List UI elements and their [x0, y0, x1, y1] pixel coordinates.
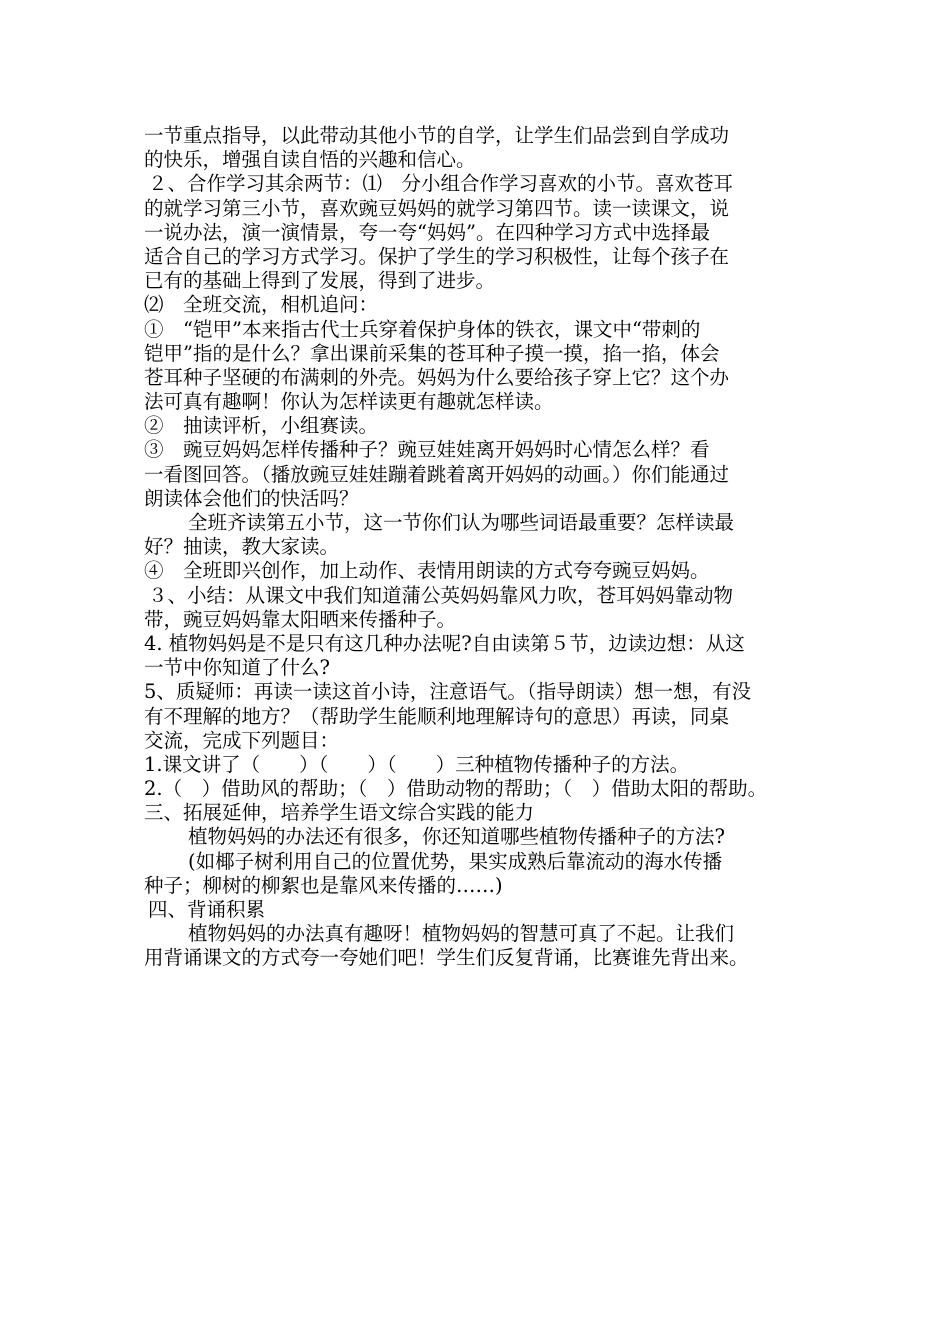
text-line: ３、小结：从课文中我们知道蒲公英妈妈靠风力吹，苍耳妈妈靠动物: [148, 583, 734, 607]
text-line: 朗读体会他们的快活吗？: [144, 486, 359, 510]
text-line: 的快乐，增强自读自悟的兴趣和信心。: [144, 148, 476, 172]
text-line: ② 抽读评析，小组赛读。: [144, 414, 379, 438]
text-line: ③ 豌豆妈妈怎样传播种子？豌豆娃娃离开妈妈时心情怎么样？看: [144, 438, 710, 462]
text-line: 交流，完成下列题目：: [144, 728, 340, 752]
text-line: 4. 植物妈妈是不是只有这几种办法呢?自由读第５节，边读边想：从这: [144, 631, 745, 655]
text-line: 种子；柳树的柳絮也是靠风来传播的……): [144, 873, 503, 897]
text-line: ① “铠甲”本来指古代士兵穿着保护身体的铁衣，课文中“带刺的: [144, 317, 701, 341]
text-line: 带，豌豆妈妈靠太阳晒来传播种子。: [144, 607, 457, 631]
text-line: 1.课文讲了（ ）（ ）（ ）三种植物传播种子的方法。: [144, 752, 690, 776]
text-line: ２、合作学习其余两节：⑴ 分小组合作学习喜欢的小节。喜欢苍耳: [148, 172, 734, 196]
document-page: [144, 124, 824, 971]
text-line: 适合自己的学习方式学习。保护了学生的学习积极性，让每个孩子在: [144, 244, 730, 268]
text-line: 一节中你知道了什么?: [144, 656, 330, 680]
text-line: ④ 全班即兴创作，加上动作、表情用朗读的方式夸夸豌豆妈妈。: [144, 559, 710, 583]
text-line: 一看图回答。（播放豌豆娃娃蹦着跳着离开妈妈的动画。）你们能通过: [144, 462, 730, 486]
text-line: 植物妈妈的办法还有很多，你还知道哪些植物传播种子的方法?: [188, 825, 725, 849]
text-line: ⑵ 全班交流，相机追问：: [144, 293, 379, 317]
text-line: 一节重点指导，以此带动其他小节的自学，让学生们品尝到自学成功: [144, 124, 730, 147]
section-heading: 四、背诵积累: [148, 898, 266, 921]
text-line: 一说办法，演一演情景，夸一夸“妈妈”。在四种学习方式中选择最: [144, 220, 710, 244]
text-line: 的就学习第三小节，喜欢豌豆妈妈的就学习第四节。读一读课文，说: [144, 196, 730, 220]
text-line: 2.（ ）借助风的帮助；（ ）借助动物的帮助；（ ）借助太阳的帮助。: [144, 777, 768, 801]
text-line: 5、质疑师：再读一读这首小诗，注意语气。（指导朗读）想一想，有没: [144, 680, 752, 704]
text-line: 好？抽读，教大家读。: [144, 535, 340, 559]
text-line: 用背诵课文的方式夸一夸她们吧！学生们反复背诵，比赛谁先背出来。: [144, 946, 749, 970]
text-line: (如椰子树利用自己的位置优势，果实成熟后靠流动的海水传播: [188, 849, 723, 873]
text-line: 已有的基础上得到了发展，得到了进步。: [144, 269, 496, 293]
text-line: 铠甲”指的是什么？拿出课前采集的苍耳种子摸一摸，掐一掐，体会: [144, 341, 720, 365]
text-line: 法可真有趣啊！你认为怎样读更有趣就怎样读。: [144, 390, 554, 414]
text-line: 有不理解的地方？（帮助学生能顺利地理解诗句的意思）再读，同桌: [144, 704, 730, 728]
text-line: 全班齐读第五小节，这一节你们认为哪些词语最重要？怎样读最: [188, 511, 735, 534]
section-heading: 三、拓展延伸，培养学生语文综合实践的能力: [144, 801, 535, 825]
text-line: 苍耳种子坚硬的布满刺的外壳。妈妈为什么要给孩子穿上它？这个办: [144, 365, 730, 389]
text-line: 植物妈妈的办法真有趣呀！植物妈妈的智慧可真了不起。让我们: [188, 922, 735, 946]
